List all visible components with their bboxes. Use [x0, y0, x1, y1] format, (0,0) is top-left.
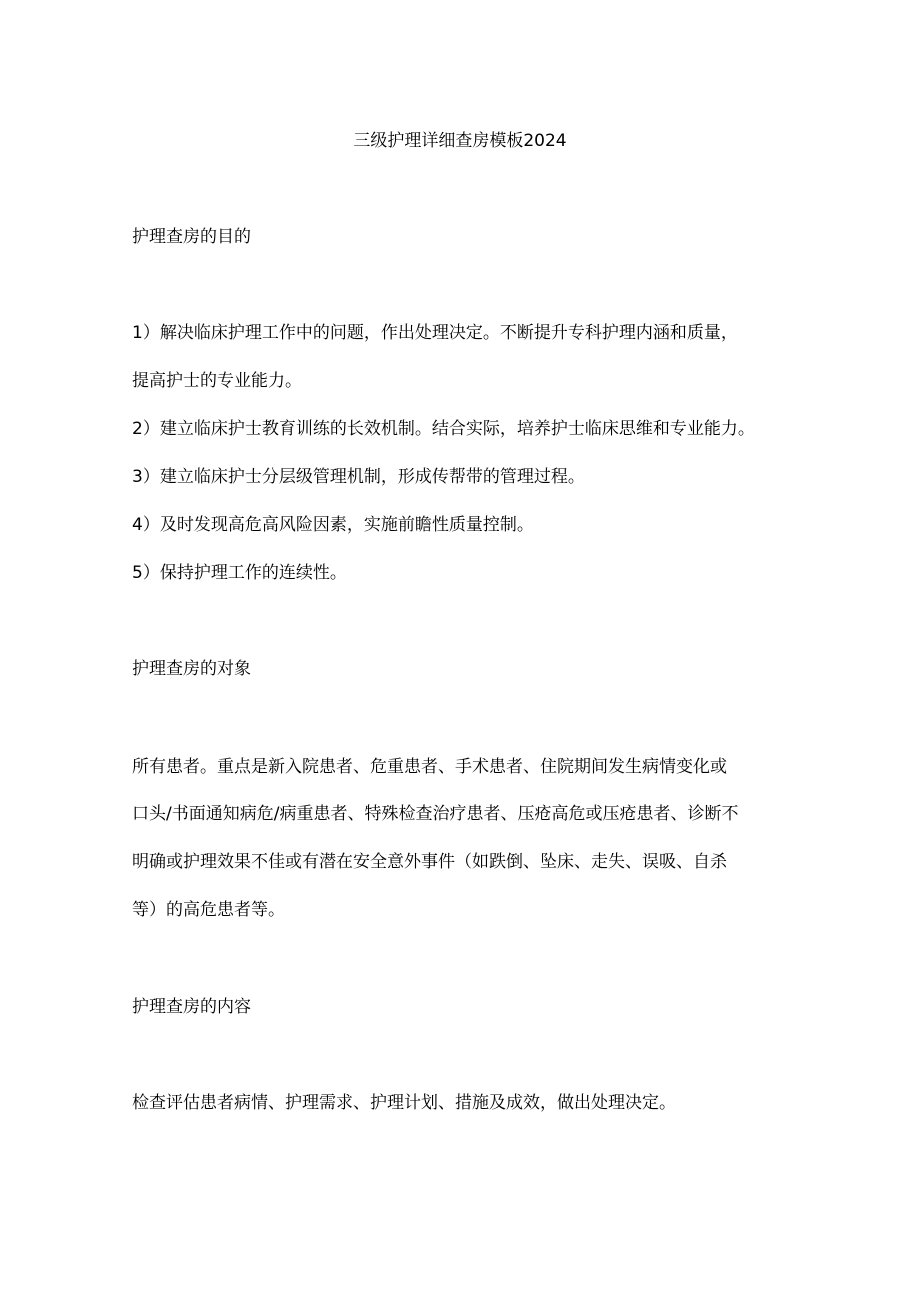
target-line-3: 明确或护理效果不佳或有潜在安全意外事件（如跌倒、坠床、走失、误吸、自杀 [132, 852, 727, 872]
target-line-4: 等）的高危患者等。 [132, 900, 285, 920]
purpose-item-3: 3）建立临床护士分层级管理机制，形成传帮带的管理过程。 [132, 467, 585, 487]
target-line-1: 所有患者。重点是新入院患者、危重患者、手术患者、住院期间发生病情变化或 [132, 757, 727, 777]
purpose-item-4: 4）及时发现高危高风险因素，实施前瞻性质量控制。 [132, 515, 534, 535]
target-line-2: 口头/书面通知病危/病重患者、特殊检查治疗患者、压疮高危或压疮患者、诊断不 [132, 804, 739, 824]
purpose-item-5: 5）保持护理工作的连续性。 [132, 563, 347, 583]
purpose-item-2: 2）建立临床护士教育训练的长效机制。结合实际，培养护士临床思维和专业能力。 [132, 419, 755, 439]
content-paragraph: 检查评估患者病情、护理需求、护理计划、措施及成效，做出处理决定。 [132, 1093, 676, 1113]
purpose-item-1-line-1: 1）解决临床护理工作中的问题，作出处理决定。不断提升专科护理内涵和质量， [132, 323, 738, 343]
section-heading-target: 护理查房的对象 [132, 659, 251, 679]
document-title: 三级护理详细查房模板2024 [353, 131, 567, 151]
section-heading-content: 护理查房的内容 [132, 997, 251, 1017]
section-heading-purpose: 护理查房的目的 [132, 227, 251, 247]
purpose-item-1-line-2: 提高护士的专业能力。 [132, 371, 302, 391]
